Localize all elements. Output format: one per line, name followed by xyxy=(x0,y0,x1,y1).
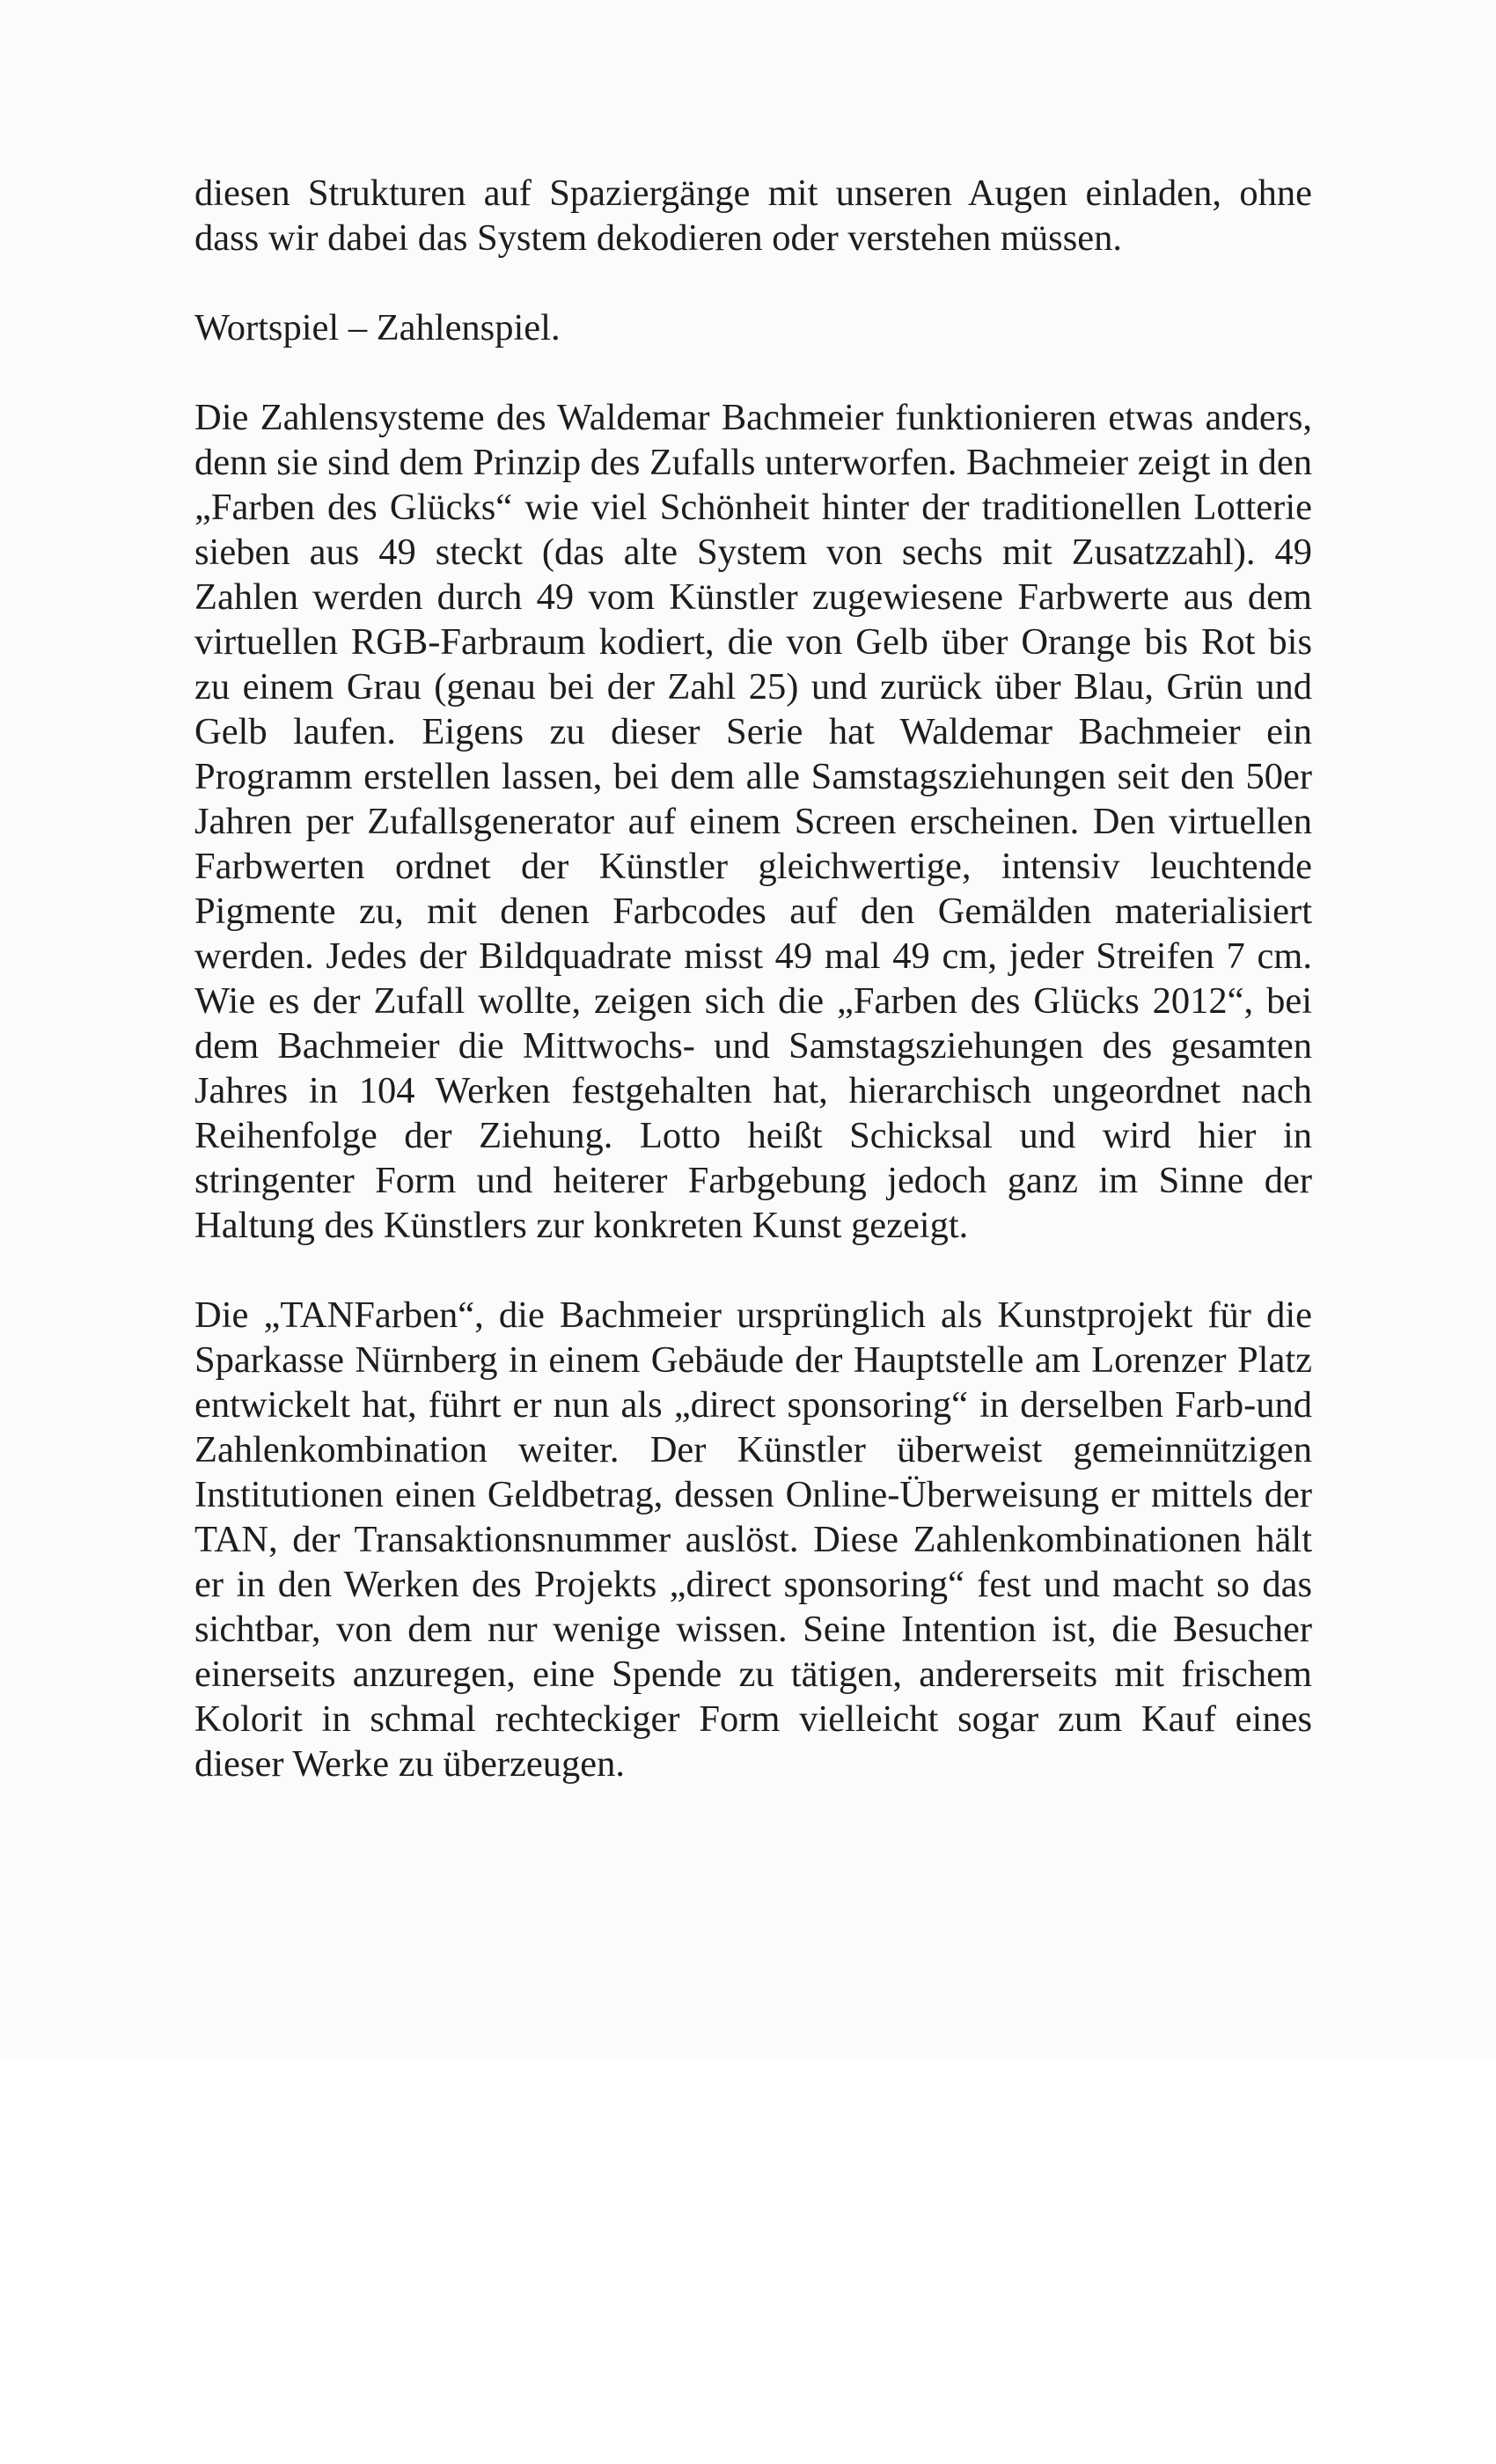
paragraph-farben-des-gluecks: Die Zahlensysteme des Waldemar Bachmeier funktionieren etwas anders, denn sie sind dem Prinzip des Zufalls unterworfen. Bachmeier zeigt in den „Farben des Glücks“ wie viel Schönheit hinter der traditionellen Lotterie sieben aus 49 steckt (das alte System von sechs mit Zusatzzahl). 49 Zahlen werden durch 49 vom Künstler zugewiesene Farbwerte aus dem virtuellen RGB-Farbraum kodiert, die von Gelb über Orange bis Rot bis zu einem Grau (genau bei der Zahl 25) und zurück über Blau, Grün und Gelb laufen. Eigens zu dieser Serie hat Waldemar Bachmeier ein Programm erstellen lassen, bei dem alle Samstagsziehungen seit den 50er Jahren per Zufallsgenerator auf einem Screen erscheinen. Den virtuellen Farbwerten ordnet der Künstler gleichwertige, intensiv leuchtende Pigmente zu, mit denen Farbcodes auf den Gemälden materialisiert werden. Jedes der Bildquadrate misst 49 mal 49 cm, jeder Streifen 7 cm. Wie es der Zufall wollte, zeigen sich die „Farben des Glücks 2012“, bei dem Bachmeier die Mittwochs- und Samstagsziehungen des gesamten Jahres in 104 Werken festgehalten hat, hierarchisch ungeordnet nach Reihenfolge der Ziehung. Lotto heißt Schicksal und wird hier in stringenter Form und heiterer Farbgebung jedoch ganz im Sinne der Haltung des Künstlers zur konkreten Kunst gezeigt. xyxy=(194,397,1312,1246)
paragraph-gap xyxy=(194,260,1312,305)
paragraph-tanfarben: Die „TANFarben“, die Bachmeier ursprünglich als Kunstprojekt für die Sparkasse Nürnberg in einem Gebäude der Hauptstelle am Lorenzer Platz entwickelt hat, führt er nun als „direct sponsoring“ in derselben Farb-und Zahlenkombination weiter. Der Künstler überweist gemeinnützigen Institutionen einen Geldbetrag, dessen Online-Überweisung er mittels der TAN, der Transaktionsnummer auslöst. Diese Zahlenkombinationen hält er in den Werken des Projekts „direct sponsoring“ fest und macht so das sichtbar, von dem nur wenige wissen. Seine Intention ist, die Besucher einerseits anzuregen, eine Spende zu tätigen, andererseits mit frischem Kolorit in schmal rechteckiger Form vielleicht sogar zum Kauf eines dieser Werke zu überzeugen. xyxy=(194,1294,1312,1785)
paragraph-gap xyxy=(194,350,1312,395)
paragraph-intro-continuation: diesen Strukturen auf Spaziergänge mit unseren Augen einladen, ohne dass wir dabei das System dekodieren oder verstehen müssen. xyxy=(194,172,1312,259)
text-column xyxy=(194,171,1312,1786)
paragraph-gap xyxy=(194,1248,1312,1293)
section-heading-wortspiel: Wortspiel – Zahlenspiel. xyxy=(194,307,561,348)
